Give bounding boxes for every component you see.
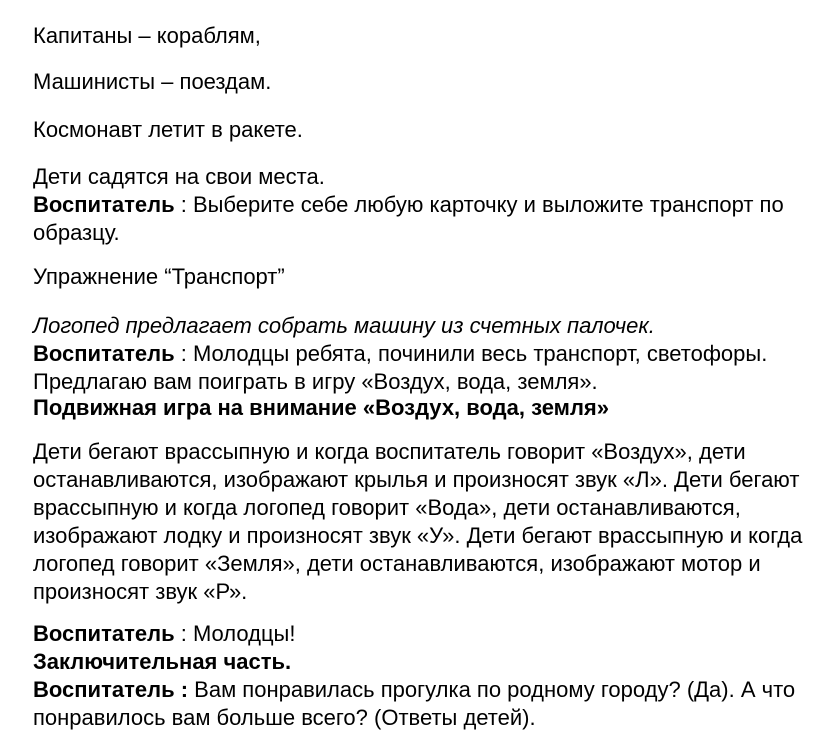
speaker-label: Воспитатель: [33, 341, 175, 366]
paragraph-well-done: [0, 340, 816, 396]
paragraph-closing-question: [0, 676, 816, 732]
paragraph-speech-therapist: Логопед предлагает собрать машину из счетных палочек.: [33, 313, 655, 338]
action-line: Дети садятся на свои места.: [33, 164, 325, 189]
paragraph-choose-card: [0, 191, 816, 247]
poem-line-2: Машинисты – поездам.: [33, 69, 272, 94]
speaker-label: Воспитатель: [33, 192, 175, 217]
game-heading: Подвижная игра на внимание «Воздух, вода, земля»: [33, 395, 609, 420]
speaker-label: Воспитатель: [33, 621, 175, 646]
speech-text: Вам понравилась прогулка по родному городу? (Да). А что понравилось вам больше всего? (Ответы детей).: [33, 677, 796, 730]
speech-text: : Молодцы!: [174, 621, 296, 646]
paragraph-final-praise: [0, 620, 816, 648]
poem-line-3: Космонавт летит в ракете.: [33, 117, 303, 142]
speech-text: : Выберите себе любую карточку и выложите транспорт по образцу.: [33, 192, 784, 245]
speech-text: : Молодцы ребята, починили весь транспорт, светофоры. Предлагаю вам поиграть в игру «Воздух, вода, земля».: [33, 341, 768, 394]
poem-line-1: Капитаны – кораблям,: [33, 23, 261, 48]
final-part-heading: Заключительная часть.: [33, 649, 292, 674]
exercise-heading: Упражнение “Транспорт”: [33, 264, 285, 289]
speaker-label: Воспитатель :: [33, 677, 189, 702]
game-description: Дети бегают врассыпную и когда воспитатель говорит «Воздух», дети останавливаются, изображают крылья и произносят звук «Л». Дети бегают врассыпную и когда логопед говорит «Вода», дети останавливаются, изображают лодку и произносят звук «У». Дети бегают врассыпную и когда логопед говорит «Земля», дети останавливаются, изображают мотор и произносят звук «Р».: [33, 439, 803, 604]
